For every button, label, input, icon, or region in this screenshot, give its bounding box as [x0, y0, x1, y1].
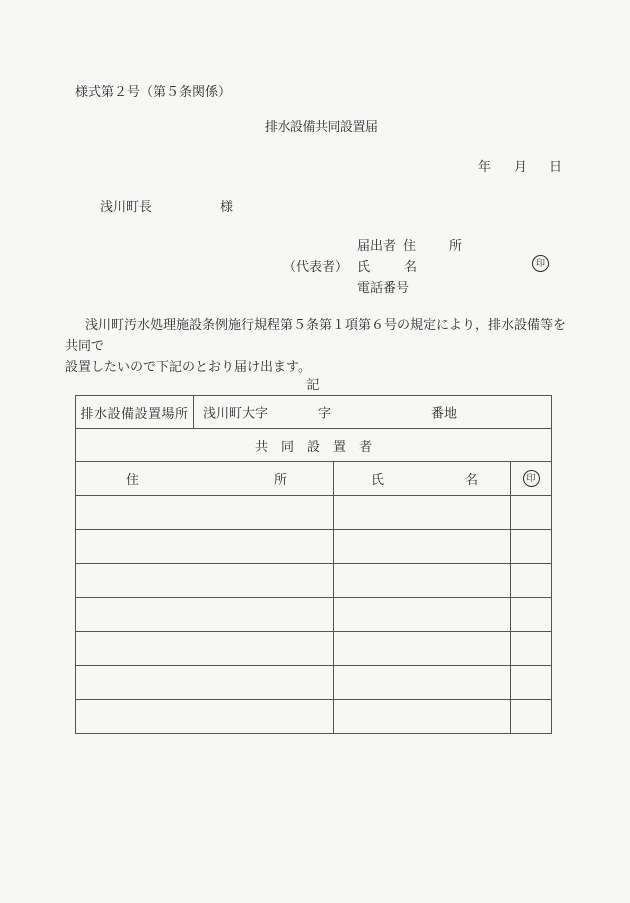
empty-seal-cell: [511, 700, 552, 734]
date-year-label: 年: [478, 159, 492, 174]
table-row-location: [76, 396, 552, 429]
empty-name-cell: [334, 564, 511, 598]
empty-seal-cell: [511, 598, 552, 632]
phone-label: 電話番号: [357, 280, 410, 295]
location-value-wrap: [194, 396, 551, 428]
form-number: 様式第２号（第５条関係）: [75, 84, 232, 99]
date-month-label: 月: [514, 159, 528, 174]
empty-address-cell: [76, 530, 334, 564]
empty-address-cell: [76, 496, 334, 530]
table-row-empty: [76, 598, 552, 632]
empty-seal-cell: [511, 632, 552, 666]
seal-icon: 印: [523, 470, 540, 487]
seal-icon: 印: [532, 255, 549, 272]
name-column-header-cell: [334, 462, 511, 496]
empty-name-cell: [334, 530, 511, 564]
body-line-2: 設置したいので下記のとおり届け出ます。: [65, 359, 311, 374]
table-row-empty: [76, 700, 552, 734]
empty-seal-cell: [511, 564, 552, 598]
name-header-wrap: [334, 462, 510, 495]
table-row-empty: [76, 666, 552, 700]
name-header-first: 氏: [371, 472, 385, 487]
table-row-empty: [76, 530, 552, 564]
table-row-empty: [76, 564, 552, 598]
location-banchi-label: 番地: [431, 405, 458, 421]
date-day-label: 日: [549, 159, 563, 174]
table-row-joint-header: [76, 429, 552, 462]
address-header-wrap: [76, 462, 333, 495]
empty-seal-cell: [511, 666, 552, 700]
joint-installer-table: [75, 395, 552, 734]
applicant-address-label-first: 住: [403, 238, 417, 253]
notifier-label: 届出者: [357, 238, 397, 253]
empty-address-cell: [76, 666, 334, 700]
address-header-first: 住: [126, 472, 140, 487]
location-label-cell: 排水設備設置場所: [76, 396, 194, 429]
empty-name-cell: [334, 598, 511, 632]
empty-name-cell: [334, 700, 511, 734]
record-label: 記: [306, 377, 320, 392]
body-paragraph: [65, 314, 577, 377]
applicant-address-label-second: 所: [449, 238, 463, 253]
seal-column-header-cell: [511, 462, 552, 496]
location-value-cell: [194, 396, 552, 429]
address-column-header-cell: [76, 462, 334, 496]
name-header-second: 名: [464, 472, 478, 487]
page-title: 排水設備共同設置届: [265, 119, 378, 134]
empty-name-cell: [334, 496, 511, 530]
table-row-empty: [76, 632, 552, 666]
empty-address-cell: [76, 598, 334, 632]
body-line-1: 浅川町汚水処理施設条例施行規程第５条第１項第６号の規定により，排水設備等を共同で: [65, 317, 567, 353]
joint-installer-header-cell: 共 同 設 置 者: [76, 429, 552, 462]
empty-name-cell: [334, 666, 511, 700]
location-aza-label: 字: [318, 405, 332, 421]
joint-installer-table-body: [76, 396, 552, 734]
recipient-name: 浅川町長: [100, 199, 153, 214]
table-row-column-headers: [76, 462, 552, 496]
empty-address-cell: [76, 564, 334, 598]
applicant-name-label-second: 名: [404, 259, 418, 274]
table-row-empty: [76, 496, 552, 530]
empty-address-cell: [76, 700, 334, 734]
empty-name-cell: [334, 632, 511, 666]
empty-address-cell: [76, 632, 334, 666]
address-header-second: 所: [273, 472, 287, 487]
empty-seal-cell: [511, 496, 552, 530]
applicant-name-label-first: 氏: [357, 259, 371, 274]
empty-seal-cell: [511, 530, 552, 564]
representative-label: （代表者）: [283, 259, 349, 274]
location-prefix-label: 浅川町大字: [203, 405, 269, 421]
recipient-honorific: 様: [220, 199, 234, 214]
seal-header-wrap: [511, 462, 551, 495]
